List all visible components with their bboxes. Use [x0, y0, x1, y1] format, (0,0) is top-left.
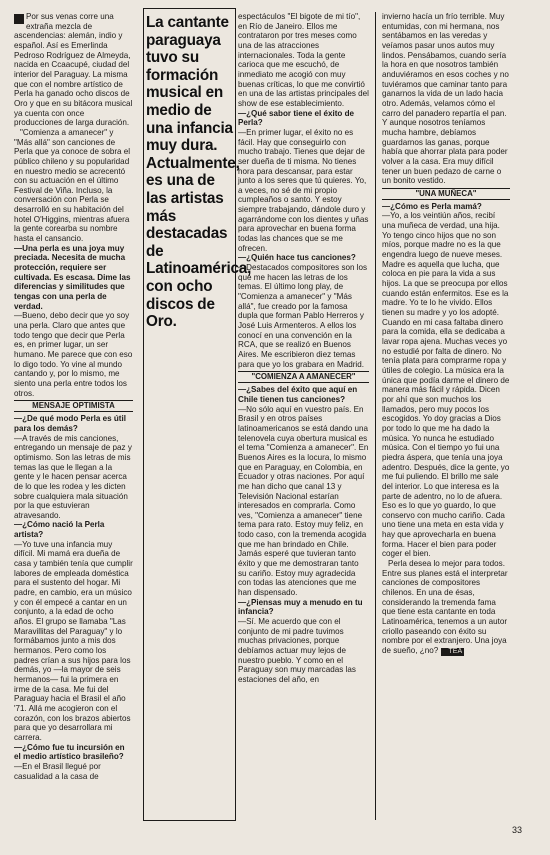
section-heading: "COMIENZA A AMANECER" — [238, 371, 369, 383]
answer: espectáculos "El bigote de mi tío", en Río de Janeiro. Ellos me contrataron por tres meses como una de las atracciones internacionales. Toda la gente carioca que me escuchó, de inmediato me acogió con muy buenas críticas, lo que me convirtió en una de las artistas principales del show de ese establecimiento. — [238, 12, 369, 108]
column-2 — [146, 14, 252, 331]
question: —¿Qué sabor tiene el éxito de Perla? — [238, 108, 355, 128]
answer: —A través de mis canciones, entregando un mensaje de paz y optimismo. Son las letras de mis temas las que le llegan a la gente y le hacen pensar acerca de lo que les rodea y les dicten sobre cualquiera mala situación por la que estuvieran atravesando. — [14, 433, 132, 520]
question: —Una perla es una joya muy preciada. Necesita de mucha protección, requiere ser cultivada. Es escasa. Dime las diferencias y similitudes que tengas con una perla de verdad. — [14, 243, 131, 311]
closing-paragraph: Perla desea lo mejor para todos. Entre sus planes está el interpretar canciones de compositores chilenos. En una de ésas, considerando la tremenda fama que tiene esta cantante en toda Latinoamérica, tenemos a un autor criollo paseando con éxito su nombre por el extranjero. Una joya de sueño, ¿no? TEA — [382, 559, 508, 655]
answer: —Yo, a los veintiún años, recibí una muñeca de verdad, una hija. Yo tengo cinco hijos que no son míos, porque madre no es la que engendra luego de nueve meses. Madre es aquella que lucha, que coloca en pie para la vida a sus hijos. La que se preocupa por ellos cuando están enfermitos. Ese es la madre. Yo te lo he vivido. Ellos tienen su madre y yo los adopté. Cuando en mi casa faltaba dinero para la comida, ella se dedicaba a lavar ropa ajena. Muchas veces yo no estudié por falta de dinero. No tenía plata para comprarme ropa y útiles de colegio. La música era la única que podía darme el dinero de manera más fácil y rápida. Dicen por ahí que son muchos los llamados, pero muy pocos los escogidos. Yo doy gracias a Dios por todo lo que me ha dado la música. Yo nunca he estudiado música. Con el tiempo yo fui una piedra áspera, que tenía una joya adentro. Después, dice la gente, yo me fui puliendo. El brillo me sale del interior. Lo que interesa es la parte de adentro, no lo de afuera. Eso es lo que yo guardo, lo que conservo con mucho cariño. Cada uno tiene una meta en esta vida y hay que aprovecharla en buena forma. Hacer el bien para poder coger el bien. — [382, 211, 510, 559]
question: —¿Quién hace tus canciones? — [238, 253, 356, 263]
magazine-logo: TEA — [441, 648, 465, 656]
answer: —En primer lugar, el éxito no es fácil. Hay que conseguirlo con mucho trabajo. Tienes que dejar de ser dueña de ti misma. No tienes hora para descansar, para estar junto a los seres que tú quieres. Yo, a veces, no sé de mi propio cumpleaños o santo. Y estoy siempre trabajando, dándole duro y agarrándome con los dientes y uñas para aprovechar en buena forma todas las chances que se me ofrecen. — [238, 127, 369, 253]
answer: —No sólo aquí en vuestro país. En Brasil y en otros países latinoamericanos se está dando una telenovela cuya obertura musical es el tema "Comienza a amanecer". En Buenos Aires es la locura, lo mismo que en Paraguay, en Colombia, en Ecuador y otras naciones. Por aquí me han dicho que canal 13 y Televisión Nacional estarían interesados en comprarla. Como ves, "Comienza a amanecer" tiene tema para rato. Estoy muy feliz, en todo caso, con la tremenda acogida que me han brindado en Chile. Jamás esperé que tuvieran tanto éxito y que me demostraran tanto su cariño. Estoy muy agradecida con todas las atenciones que me han dispensado. — [238, 404, 369, 598]
answer: —Yo tuve una infancia muy difícil. Mi mamá era dueña de casa y también tenía que cumplir labores de empleada doméstica para el sustento del hogar. Mi padre, en cambio, era un músico y con él empecé a cantar en un conjunto, a la edad de ocho años. El grupo se llamaba "Las Maravillitas del Paraguay" y lo formábamos junto a mis dos hermanos. Pero como los padres crían a sus hijos para los demás, yo —la mayor de seis hermanos— fui la primera en irme de la casa. Me fui del Paraguay hacia el Brasil el año '71. Allá me acogieron con el corazón, con los brazos abiertos para que yo desarrollara mi carrera. — [14, 539, 133, 742]
intro-paragraph: Por sus venas corre una extraña mezcla de ascendencias: alemán, indio y español. Así es Emerlinda Pedroso Rodríguez de Almeyda, nacida en Ccaacupé, ciudad del interior del Paraguay. La misma que con el nombre artístico de Perla ha ganado ocho discos de Oro y que en su bitácora musical ya cuenta con once producciones de larga duración. — [14, 12, 133, 128]
dropcap — [14, 14, 24, 24]
question: —¿Sabes del éxito que aquí en Chile tienen tus canciones? — [238, 385, 358, 404]
section-heading: "UNA MUÑECA" — [382, 188, 510, 200]
answer: —Sí. Me acuerdo que con el conjunto de mi padre tuvimos muchas privaciones, porque debíamos actuar muy lejos de nuestro pueblo. Y como en el Paraguay son muy marcadas las estaciones del año, en — [238, 617, 356, 684]
answer: —Bueno, debo decir que yo soy una perla. Claro que antes que todo tengo que decir que Perla es, en primer lugar, un ser humano. Me parece que con eso lo digo todo. Yo vine al mundo cantando y, por lo mismo, me siento una perla entre todos los otros. — [14, 311, 133, 398]
column-3 — [238, 12, 369, 685]
column-rule — [375, 12, 376, 820]
intro-paragraph-2: "Comienza a amanecer" y "Más allá" son canciones de Perla que ya conoce de sobra el público chileno y su popularidad en nuestro medio se acrecentó con su actuación en el último Festival de Viña. Incluso, la conversación con Perla se desarrolló en su habitación del hotel O'Higgins, mientras afuera la gente corearba su nombre hasta el cansancio. — [14, 127, 131, 244]
question: —¿Cómo nació la Perla artista? — [14, 520, 105, 540]
answer: —Destacados compositores son los que me hacen las letras de los temas. El último long play, de "Comienza a amanecer" y "Más allá", fue creado por la famosa dupla que forman Pablo Herreros y José Luis Armenteros. A ellos los conocí en una convención en la RCA, que se realizó en Buenos Aires. Me escribieron diez temas para que yo los grabara en Madrid. — [238, 263, 368, 369]
question: —¿Piensas muy a menudo en tu infancia? — [238, 597, 363, 617]
answer: invierno hacía un frío terrible. Muy entumidas, con mi hermana, nos sentábamos en las veredas y veíamos pasar unos autos muy lindos. Pensábamos, cuando sería la hora en que nosotros también anduviéramos en esos coches y no tuviéramos que caminar tanto para ganarnos la vida de un lado hacia otro. Además, velamos cómo el carro del panadero repartía el pan. Y aunque nosotros teníamos mucha hambre, debíamos guardarnos las ganas, porque había que ahorrar plata para poder volver a la casa. Era muy difícil tener un buen pedazo de carne o un bonito vestido. — [382, 12, 509, 186]
section-heading: MENSAJE OPTIMISTA — [14, 400, 133, 412]
column-4 — [382, 12, 510, 656]
page-number: 33 — [511, 825, 522, 835]
question: —¿De qué modo Perla es útil para los demás? — [14, 414, 126, 433]
question: —¿Cómo fue tu incursión en el medio artístico brasileño? — [14, 742, 125, 762]
pull-quote: La cantante paraguaya tuvo su formación musical en medio de una infancia muy dura. Actualmente, es una de las artistas más destacadas de Latinoamérica, con ocho discos de Oro. — [146, 14, 252, 331]
question: —¿Cómo es Perla mamá? — [382, 201, 482, 211]
answer: —En el Brasil llegué por casualidad a la casa de — [14, 761, 101, 781]
column-1 — [14, 12, 133, 781]
